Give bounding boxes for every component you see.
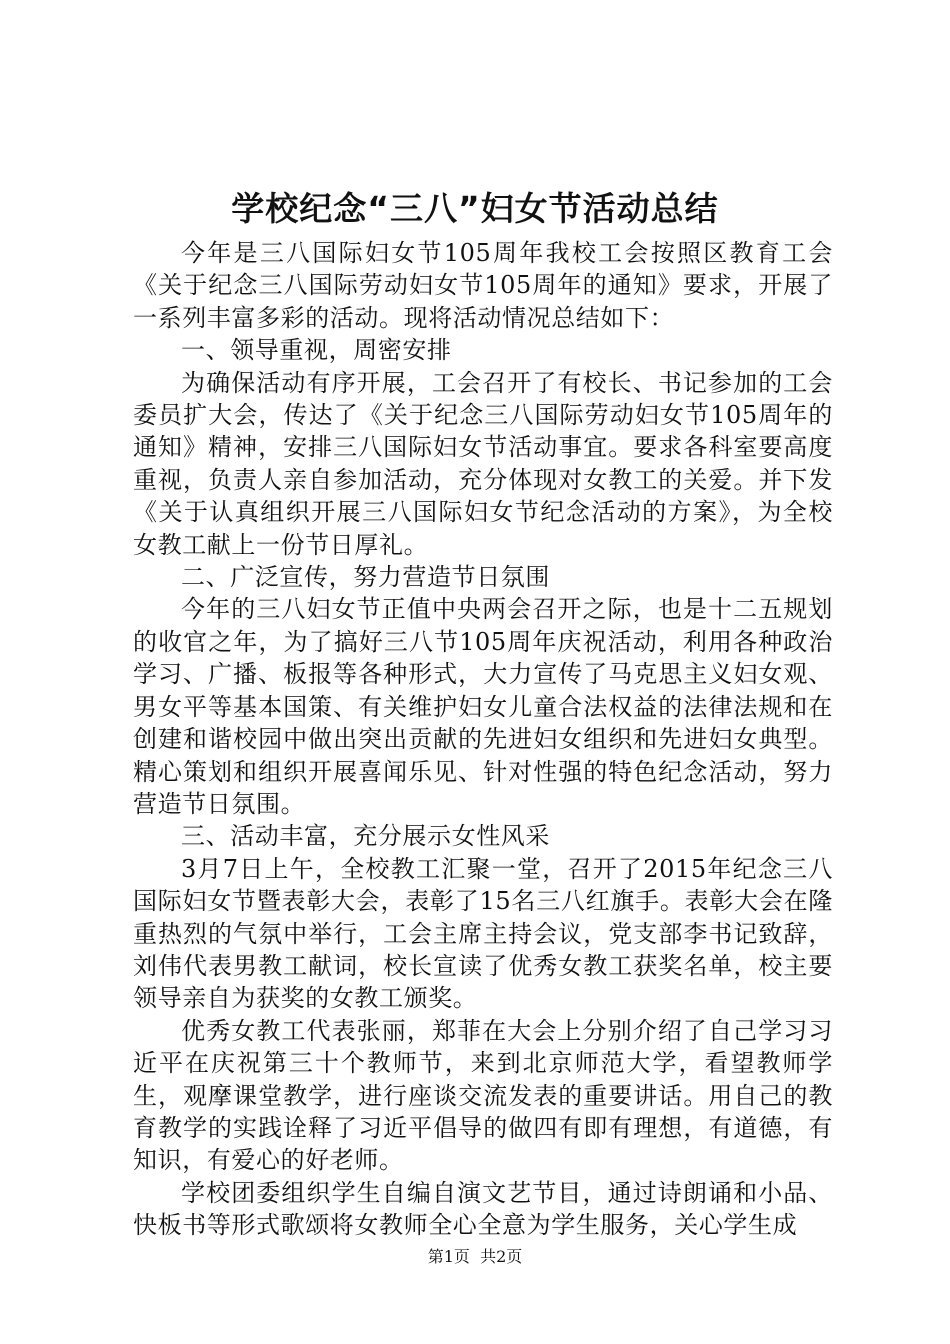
- paragraph-section-2: 今年的三八妇女节正值中央两会召开之际，也是十二五规划的收官之年，为了搞好三八节105周年庆祝活动，利用各种政治学习、广播、板报等各种形式，大力宣传了马克思主义妇女观、男女平等基本国策、有关维护妇女儿童合法权益的法律法规和在创建和谐校园中做出突出贡献的先进妇女组织和先进妇女典型。精心策划和组织开展喜闻乐见、针对性强的特色纪念活动，努力营造节日氛围。: [133, 595, 833, 818]
- paragraph-intro: 今年是三八国际妇女节105周年我校工会按照区教育工会《关于纪念三八国际劳动妇女节105周年的通知》要求，开展了一系列丰富多彩的活动。现将活动情况总结如下：: [133, 239, 833, 332]
- paragraph-section-3-speeches: 优秀女教工代表张丽，郑菲在大会上分别介绍了自己学习习近平在庆祝第三十个教师节，来到北京师范大学，看望教师学生，观摩课堂教学，进行座谈交流发表的重要讲话。用自己的教育教学的实践诠释了习近平倡导的做四有即有理想，有道德，有知识，有爱心的好老师。: [133, 1016, 833, 1175]
- page-total: 共2页: [480, 1247, 523, 1266]
- paragraph-section-1: 为确保活动有序开展，工会召开了有校长、书记参加的工会委员扩大会，传达了《关于纪念三八国际劳动妇女节105周年的通知》精神，安排三八国际妇女节活动事宜。要求各科室要高度重视，负责人亲自参加活动，充分体现对女教工的关爱。并下发《关于认真组织开展三八国际妇女节纪念活动的方案》，为全校女教工献上一份节日厚礼。: [133, 368, 833, 559]
- section-heading-2: 二、广泛宣传，努力营造节日氛围: [181, 563, 550, 592]
- paragraph-section-3-performance: 学校团委组织学生自编自演文艺节目，通过诗朗诵和小品、快板书等形式歌颂将女教师全心全意为学生服务，关心学生成: [133, 1178, 833, 1240]
- page-number: 第1页: [427, 1247, 470, 1266]
- document-body: [133, 237, 833, 1242]
- section-heading-3: 三、活动丰富，充分展示女性风采: [181, 822, 550, 851]
- document-title: 学校纪念“三八”妇女节活动总结: [231, 189, 719, 228]
- page-footer: [0, 1246, 950, 1268]
- paragraph-section-3-meeting: 3月7日上午，全校教工汇聚一堂，召开了2015年纪念三八国际妇女节暨表彰大会，表彰了15名三八红旗手。表彰大会在隆重热烈的气氛中举行，工会主席主持会议，党支部李书记致辞，刘伟代表男教工献词，校长宣读了优秀女教工获奖名单，校主要领导亲自为获奖的女教工颁奖。: [133, 854, 833, 1013]
- section-heading-1: 一、领导重视，周密安排: [181, 336, 452, 365]
